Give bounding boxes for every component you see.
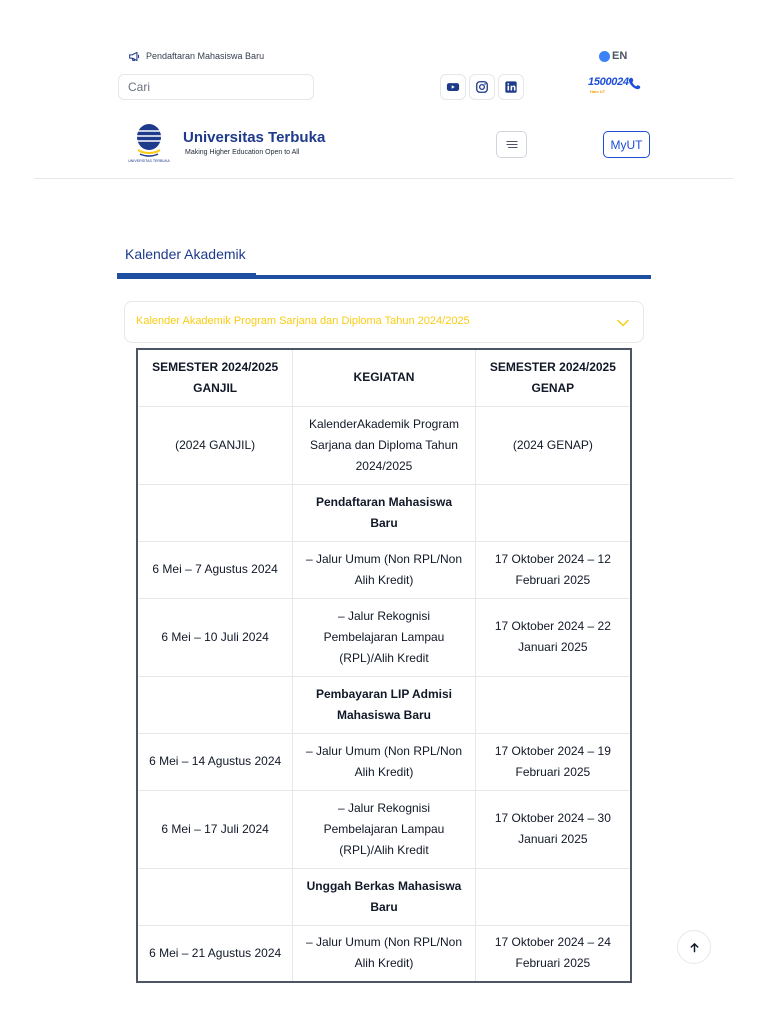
hamburger-menu-icon xyxy=(506,140,518,149)
cell-ganjil: (2024 GANJIL) xyxy=(137,406,293,484)
cell-genap: 17 Oktober 2024 – 30 Januari 2025 xyxy=(475,790,631,868)
cell-genap: (2024 GENAP) xyxy=(475,406,631,484)
table-row xyxy=(137,733,631,790)
accordion-label: Kalender Akademik Program Sarjana dan Diploma Tahun 2024/2025 xyxy=(136,315,470,327)
chevron-down-icon xyxy=(616,316,630,330)
academic-calendar-table xyxy=(136,348,632,983)
arrow-up-icon xyxy=(689,942,700,953)
instagram-button[interactable] xyxy=(469,74,495,100)
cell-ganjil xyxy=(137,868,293,925)
linkedin-button[interactable] xyxy=(498,74,524,100)
header-divider xyxy=(34,178,733,179)
myut-button[interactable]: MyUT xyxy=(603,131,650,158)
cell-kegiatan: Pembayaran LIP Admisi Mahasiswa Baru xyxy=(293,676,475,733)
table-row xyxy=(137,484,631,541)
cell-kegiatan: – Jalur Rekognisi Pembelajaran Lampau (RPL)/Alih Kredit xyxy=(293,598,475,676)
header-ganjil: SEMESTER 2024/2025 GANJIL xyxy=(137,349,293,406)
cell-genap: 17 Oktober 2024 – 22 Januari 2025 xyxy=(475,598,631,676)
hotline-badge[interactable] xyxy=(588,75,642,99)
brand-logo[interactable] xyxy=(124,122,324,166)
brand-tagline: Making Higher Education Open to All xyxy=(185,149,300,156)
cell-genap xyxy=(475,676,631,733)
cell-ganjil: 6 Mei – 14 Agustus 2024 xyxy=(137,733,293,790)
announcement-label: Pendaftaran Mahasiswa Baru xyxy=(146,51,265,61)
cell-ganjil: 6 Mei – 17 Juli 2024 xyxy=(137,790,293,868)
linkedin-icon xyxy=(504,80,518,94)
cell-kegiatan: – Jalur Umum (Non RPL/Non Alih Kredit) xyxy=(293,733,475,790)
cell-ganjil: 6 Mei – 21 Agustus 2024 xyxy=(137,925,293,982)
scroll-to-top-button[interactable] xyxy=(677,930,711,964)
search-input[interactable] xyxy=(118,74,314,100)
cell-ganjil: 6 Mei – 10 Juli 2024 xyxy=(137,598,293,676)
cell-genap: 17 Oktober 2024 – 19 Februari 2025 xyxy=(475,733,631,790)
cell-kegiatan: – Jalur Rekognisi Pembelajaran Lampau (RPL)/Alih Kredit xyxy=(293,790,475,868)
hotline-sub: Halo UT xyxy=(590,89,606,94)
table-header-row xyxy=(137,349,631,406)
cell-kegiatan: KalenderAkademik Program Sarjana dan Diploma Tahun 2024/2025 xyxy=(293,406,475,484)
instagram-icon xyxy=(475,80,489,94)
page-title: Kalender Akademik xyxy=(125,246,246,262)
cell-kegiatan: – Jalur Umum (Non RPL/Non Alih Kredit) xyxy=(293,925,475,982)
table-row xyxy=(137,598,631,676)
brand-name: Universitas Terbuka xyxy=(183,129,326,146)
youtube-button[interactable] xyxy=(440,74,466,100)
cell-ganjil xyxy=(137,484,293,541)
header-genap: SEMESTER 2024/2025 GENAP xyxy=(475,349,631,406)
accordion-header[interactable] xyxy=(124,301,644,343)
table-row xyxy=(137,868,631,925)
table-row xyxy=(137,406,631,484)
emblem-caption: UNIVERSITAS TERBUKA xyxy=(128,159,170,163)
header-kegiatan: KEGIATAN xyxy=(293,349,475,406)
table-row xyxy=(137,790,631,868)
hotline-number: 1500024 xyxy=(588,76,629,88)
megaphone-icon xyxy=(128,50,141,63)
table-row xyxy=(137,925,631,982)
section-divider xyxy=(117,275,651,279)
cell-genap: 17 Oktober 2024 – 12 Februari 2025 xyxy=(475,541,631,598)
globe-icon xyxy=(599,51,610,62)
cell-kegiatan: Pendaftaran Mahasiswa Baru xyxy=(293,484,475,541)
youtube-icon xyxy=(446,80,460,94)
cell-ganjil: 6 Mei – 7 Agustus 2024 xyxy=(137,541,293,598)
phone-icon xyxy=(628,75,642,91)
cell-genap xyxy=(475,484,631,541)
menu-button[interactable] xyxy=(496,131,527,158)
language-switch[interactable] xyxy=(599,49,627,63)
table-row xyxy=(137,676,631,733)
cell-ganjil xyxy=(137,676,293,733)
language-label: EN xyxy=(612,50,628,62)
table-row xyxy=(137,541,631,598)
announcement-link[interactable] xyxy=(128,48,264,64)
cell-kegiatan: Unggah Berkas Mahasiswa Baru xyxy=(293,868,475,925)
cell-genap xyxy=(475,868,631,925)
cell-genap: 17 Oktober 2024 – 24 Februari 2025 xyxy=(475,925,631,982)
cell-kegiatan: – Jalur Umum (Non RPL/Non Alih Kredit) xyxy=(293,541,475,598)
